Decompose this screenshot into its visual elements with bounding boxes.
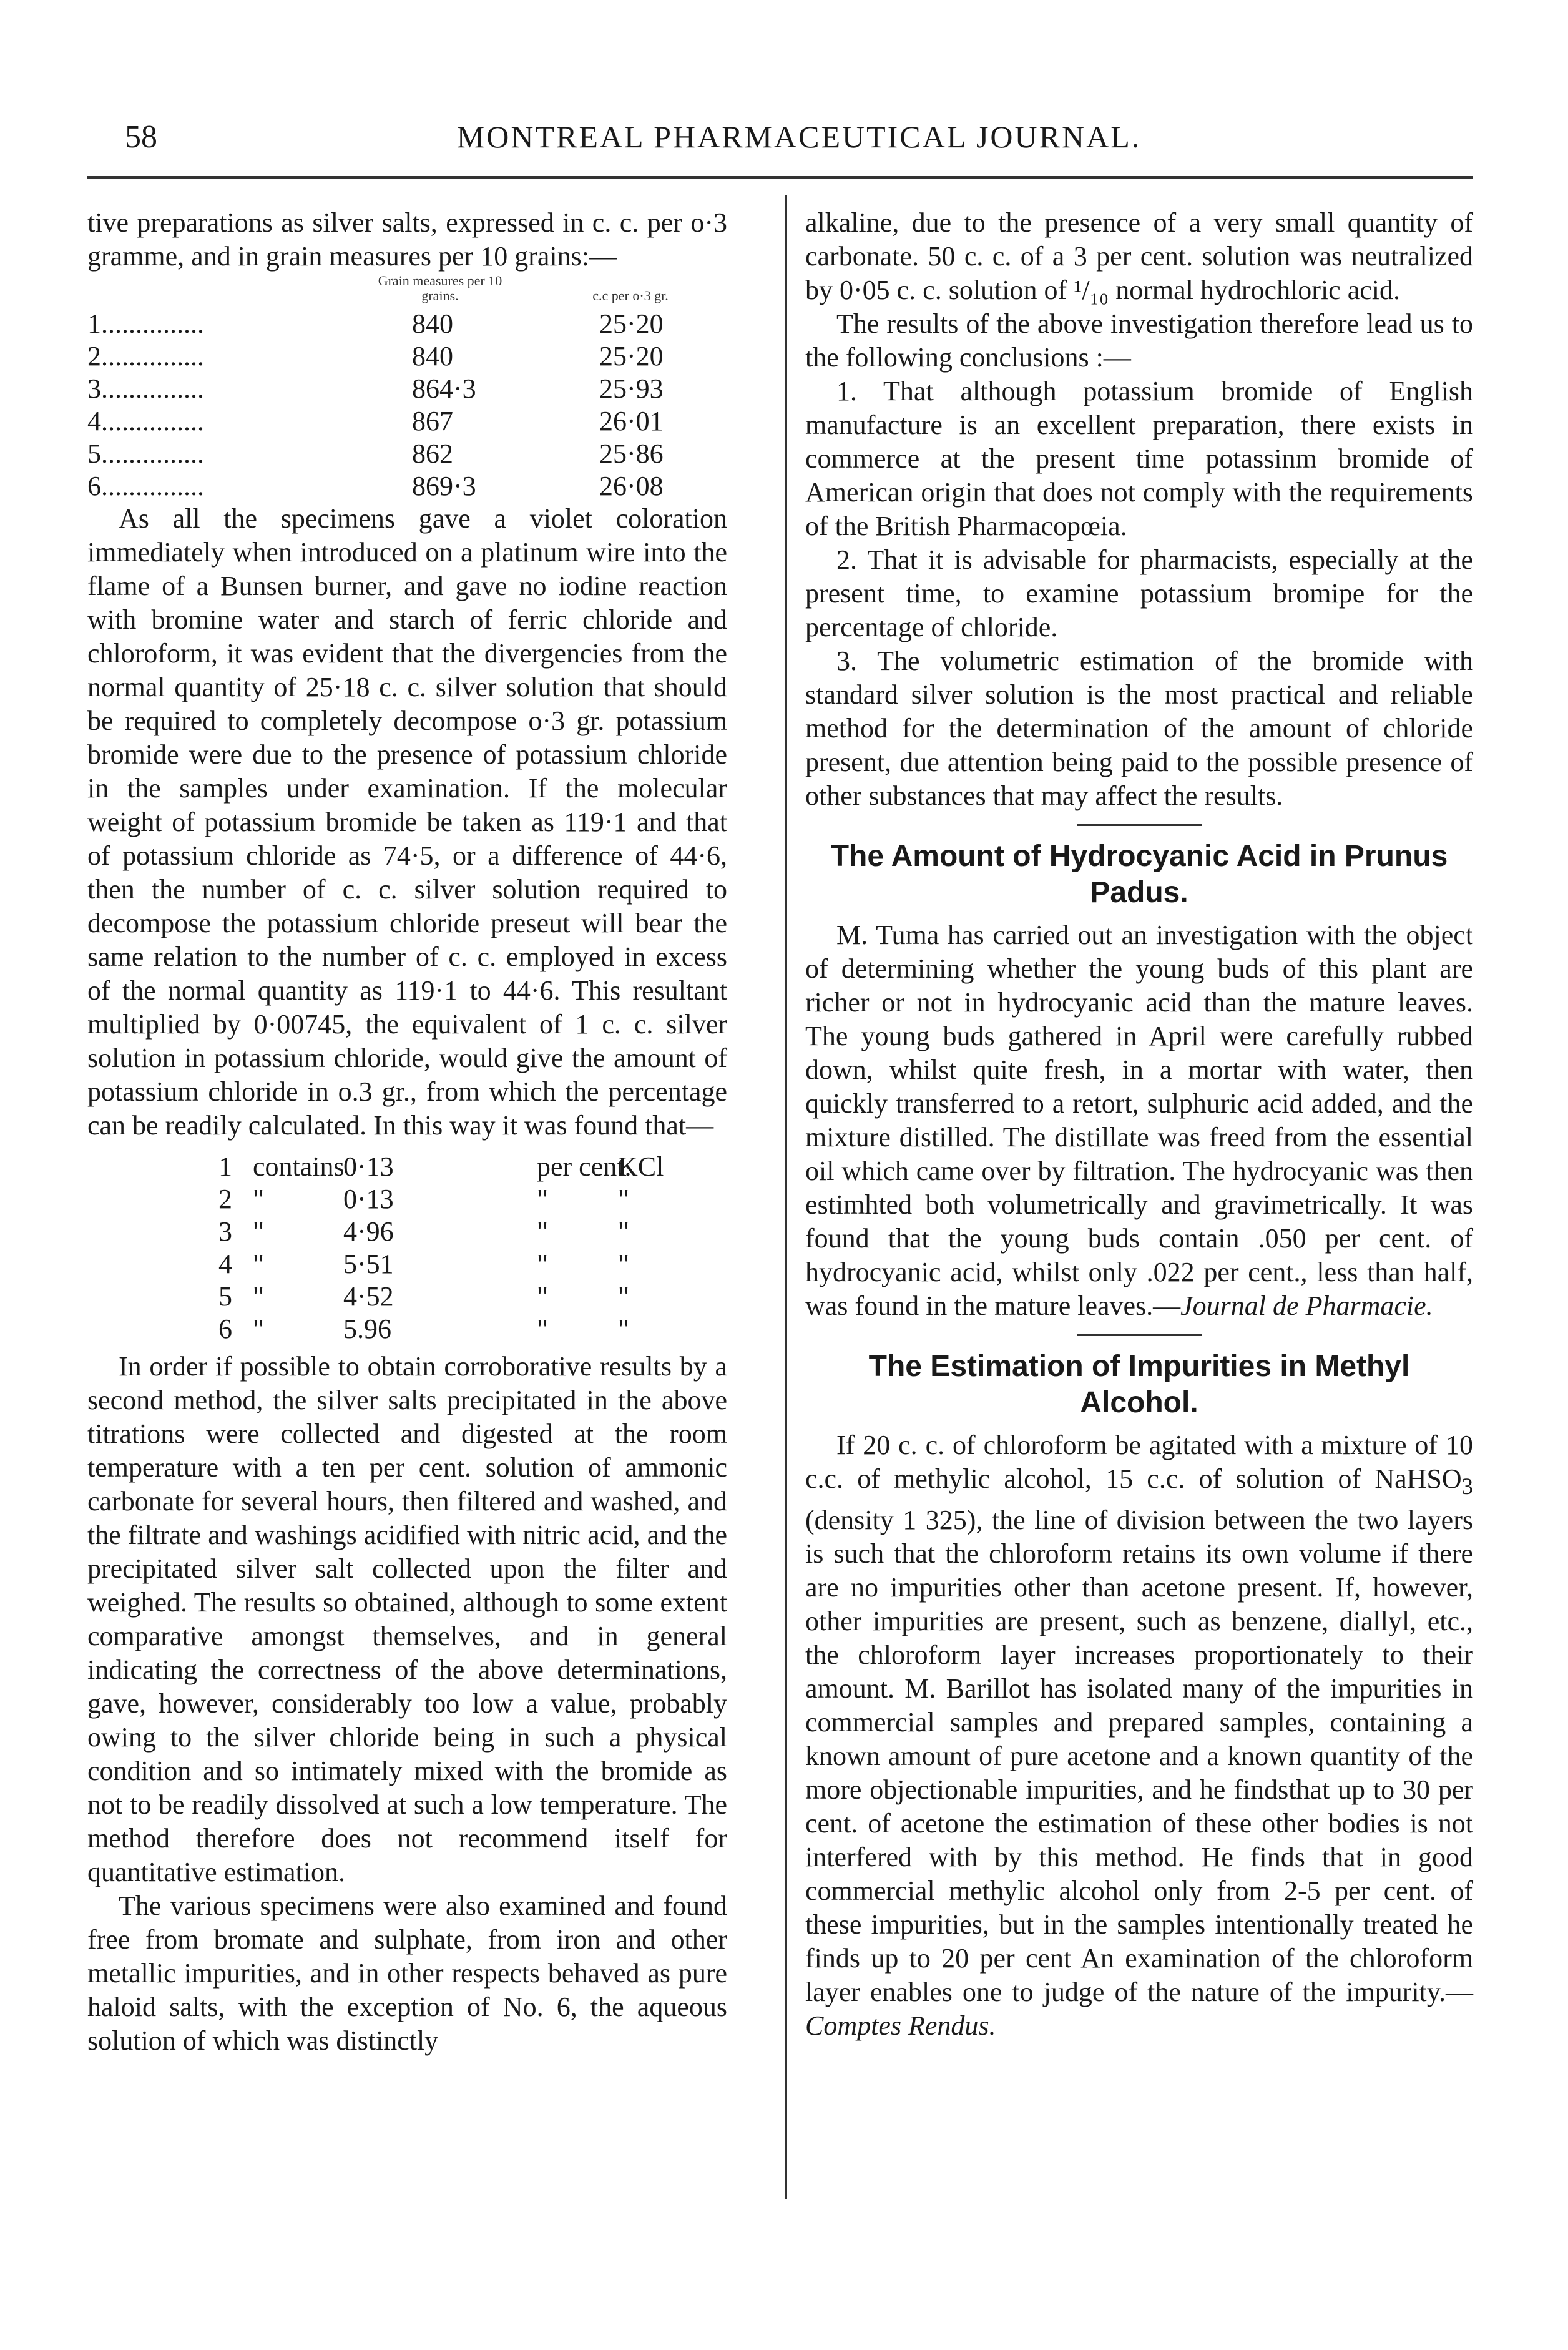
column-divider <box>785 195 787 2199</box>
contains-label: contains <box>253 1151 345 1182</box>
table-row <box>87 405 727 437</box>
unit-label: per cent. <box>537 1151 632 1182</box>
grain-value: 864·3 <box>412 373 476 404</box>
percent-value: 0·13 <box>343 1184 394 1214</box>
page-number: 58 <box>125 119 157 155</box>
table-row <box>87 470 727 502</box>
paragraph: The results of the above investigation therefore lead us to the following conclusions :— <box>805 308 1473 373</box>
page-header <box>125 119 1473 162</box>
compound-label: " <box>618 1249 629 1279</box>
unit-label: " <box>537 1184 548 1214</box>
table-header <box>87 273 727 307</box>
grain-value: 840 <box>412 308 453 339</box>
row-label: 4............... <box>87 406 204 436</box>
table-row <box>87 1312 727 1345</box>
kcl-results-table <box>87 1150 727 1345</box>
table-row <box>87 1150 727 1182</box>
left-column <box>87 206 727 2058</box>
article-body <box>805 918 1473 1323</box>
row-label: 2............... <box>87 341 204 371</box>
article-text: If 20 c. c. of chloroform be agitated with a mixture of 10 c.c. of methylic alcohol, 15 c.c. of solution of NaHSO <box>805 1430 1473 1494</box>
contains-label: " <box>253 1314 264 1344</box>
sample-number: 1 <box>218 1151 232 1182</box>
percent-value: 5·51 <box>343 1249 394 1279</box>
percent-value: 5.96 <box>343 1314 391 1344</box>
conclusion-item: 1. That although potassium bromide of English manufacture is an excellent preparation, there exists in commerce at the present time potassinm bromide of American origin that does not comply with the requirements of the British Pharmacopœia. <box>805 376 1473 541</box>
sample-number: 3 <box>218 1216 232 1247</box>
cc-value: 26·01 <box>599 406 664 436</box>
grain-value: 840 <box>412 341 453 371</box>
paragraph: The various specimens were also examined and found free from bromate and sulphate, from iron and other metallic impurities, and in other respects behaved as pure haloid salts, with the exception of No. 6, the aqueous solution of which was distinctly <box>87 1890 727 2056</box>
cc-value: 26·08 <box>599 471 664 501</box>
compound-label: " <box>618 1216 629 1247</box>
grain-value: 862 <box>412 438 453 469</box>
article-text: (density 1 325), the line of division between the two layers is such that the chloroform retains its own volume if there are no impurities other than acetone present. If, however, other impurities are present, such as benzene, diallyl, etc., the chloroform layer increases proportionately to their amount. M. Barillot has isolated many of the impurities in commercial samples and prepared samples, containing a known amount of pure acetone and a known quantity of the more objectionable impurities, and he findsthat up to 30 per cent. of acetone the estimation of these other bodies is not interfered with by this method. He finds that in good commercial methylic alcohol only from 2-5 per cent. of these impurities, but in the samples intentionally treated he finds up to 20 per cent An examination of the chloroform layer enables one to judge of the nature of the impurity.— <box>805 1504 1473 2007</box>
header-rule <box>87 176 1473 179</box>
table-row <box>87 1247 727 1280</box>
percent-value: 4·96 <box>343 1216 394 1247</box>
table-row <box>87 1182 727 1215</box>
article-title: The Estimation of Impurities in Methyl Alcohol. <box>868 1350 1410 1419</box>
paragraph: In order if possible to obtain corroborative results by a second method, the silver salts precipitated in the above titrations were collected and digested at the room temperature with a ten per cent. solution of ammonic carbonate for several hours, then filtered and washed, and the filtrate and washings acidified with nitric acid, and the precipitated silver salt collected upon the filter and weighed. The results so obtained, although to some extent comparative amongst themselves, and in general indicating the correctness of the above determinations, gave, however, considerably too low a value, probably owing to the silver chloride being in such a physical condition and so intimately mixed with the bromide as not to be readily dissolved at such a low temperature. The method therefore does not recommend itself for quantitative estimation. <box>87 1351 727 1887</box>
article-source: Journal de Pharmacie. <box>1180 1291 1433 1321</box>
article-source: Comptes Rendus. <box>805 2010 996 2041</box>
section-separator <box>1077 1334 1202 1336</box>
grain-value: 867 <box>412 406 453 436</box>
grain-value: 869·3 <box>412 471 476 501</box>
contains-label: " <box>253 1184 264 1214</box>
unit-label: " <box>537 1249 548 1279</box>
table-row <box>87 1280 727 1312</box>
silver-salts-table <box>87 273 727 502</box>
table-row <box>87 437 727 470</box>
paragraph: tive preparations as silver salts, expressed in c. c. per o·3 gramme, and in grain measures per 10 grains:— <box>87 207 727 272</box>
table-row <box>87 1215 727 1247</box>
col-header-cc: c.c per o·3 gr. <box>592 288 669 303</box>
percent-value: 4·52 <box>343 1281 394 1312</box>
percent-value: 0·13 <box>343 1151 394 1182</box>
article-text: M. Tuma has carried out an investigation with the object of determining whether the young buds of this plant are richer or not in hydrocyanic acid than the mature leaves. The young buds gathered in April were carefully rubbed down, whilst quite fresh, in a mortar with water, then quickly transferred to a retort, sulphuric acid added, and the mixture distilled. The distillate was freed from the essential oil which came over by filtration. The hydrocyanic was then estimhted both volumetrically and gravimetrically. It was found that the young buds contain .050 per cent. of hydrocyanic acid, whilst only .022 per cent., less than half, was found in the mature leaves.— <box>805 920 1473 1321</box>
cc-value: 25·93 <box>599 373 664 404</box>
contains-label: " <box>253 1249 264 1279</box>
article-title: The Amount of Hydrocyanic Acid in Prunus Padus. <box>830 840 1448 909</box>
paragraph: As all the specimens gave a violet coloration immediately when introduced on a platinum wire into the flame of a Bunsen burner, and gave no iodine reaction with bromine water and starch of ferric chloride and chloroform, it was evident that the divergencies from the normal quantity of 25·18 c. c. silver solution that should be required to completely decompose o·3 gr. potassium bromide were due to the presence of potassium chloride in the samples under examination. If the molecular weight of potassium bromide be taken as 119·1 and that of potassium chloride as 74·5, or a difference of 44·6, then the number of c. c. silver solution required to decompose the potassium chloride preseut will bear the same relation to the number of c. c. employed in excess of the normal quantity as 119·1 to 44·6. This resultant multiplied by 0·00745, the equivalent of 1 c. c. silver solution in potassium chloride, would give the amount of potassium chloride in o.3 gr., from which the percentage can be readily calculated. In this way it was found that— <box>87 503 727 1141</box>
table-row <box>87 307 727 340</box>
table-row <box>87 372 727 405</box>
compound-label: KCl <box>618 1151 664 1182</box>
sample-number: 2 <box>218 1184 232 1214</box>
row-label: 6............... <box>87 471 204 501</box>
sample-number: 4 <box>218 1249 232 1279</box>
right-column <box>805 206 1473 2043</box>
unit-label: " <box>537 1216 548 1247</box>
subscript: 3 <box>1461 1473 1473 1499</box>
section-separator <box>1077 824 1202 826</box>
contains-label: " <box>253 1216 264 1247</box>
cc-value: 25·20 <box>599 308 664 339</box>
table-row <box>87 340 727 372</box>
sample-number: 5 <box>218 1281 232 1312</box>
row-label: 5............... <box>87 438 204 469</box>
cc-value: 25·20 <box>599 341 664 371</box>
article-body <box>805 1428 1473 2043</box>
running-title: MONTREAL PHARMACEUTICAL JOURNAL. <box>456 119 1142 154</box>
paragraph: alkaline, due to the presence of a very small quantity of carbonate. 50 c. c. of a 3 per cent. solution was neutralized by 0·05 c. c. solution of ¹/₁₀ normal hydrochloric acid. <box>805 207 1473 305</box>
row-label: 3............... <box>87 373 204 404</box>
contains-label: " <box>253 1281 264 1312</box>
compound-label: " <box>618 1281 629 1312</box>
conclusion-item: 2. That it is advisable for pharmacists, especially at the present time, to examine potassium bromipe for the percentage of chloride. <box>805 544 1473 642</box>
cc-value: 25·86 <box>599 438 664 469</box>
conclusion-item: 3. The volumetric estimation of the bromide with standard silver solution is the most practical and reliable method for the determination of the amount of chloride present, due attention being paid to the possible presence of other substances that may affect the results. <box>805 646 1473 811</box>
compound-label: " <box>618 1184 629 1214</box>
unit-label: " <box>537 1281 548 1312</box>
sample-number: 6 <box>218 1314 232 1344</box>
row-label: 1............... <box>87 308 204 339</box>
compound-label: " <box>618 1314 629 1344</box>
col-header-grain: Grain measures per 10 grains. <box>378 273 502 303</box>
unit-label: " <box>537 1314 548 1344</box>
